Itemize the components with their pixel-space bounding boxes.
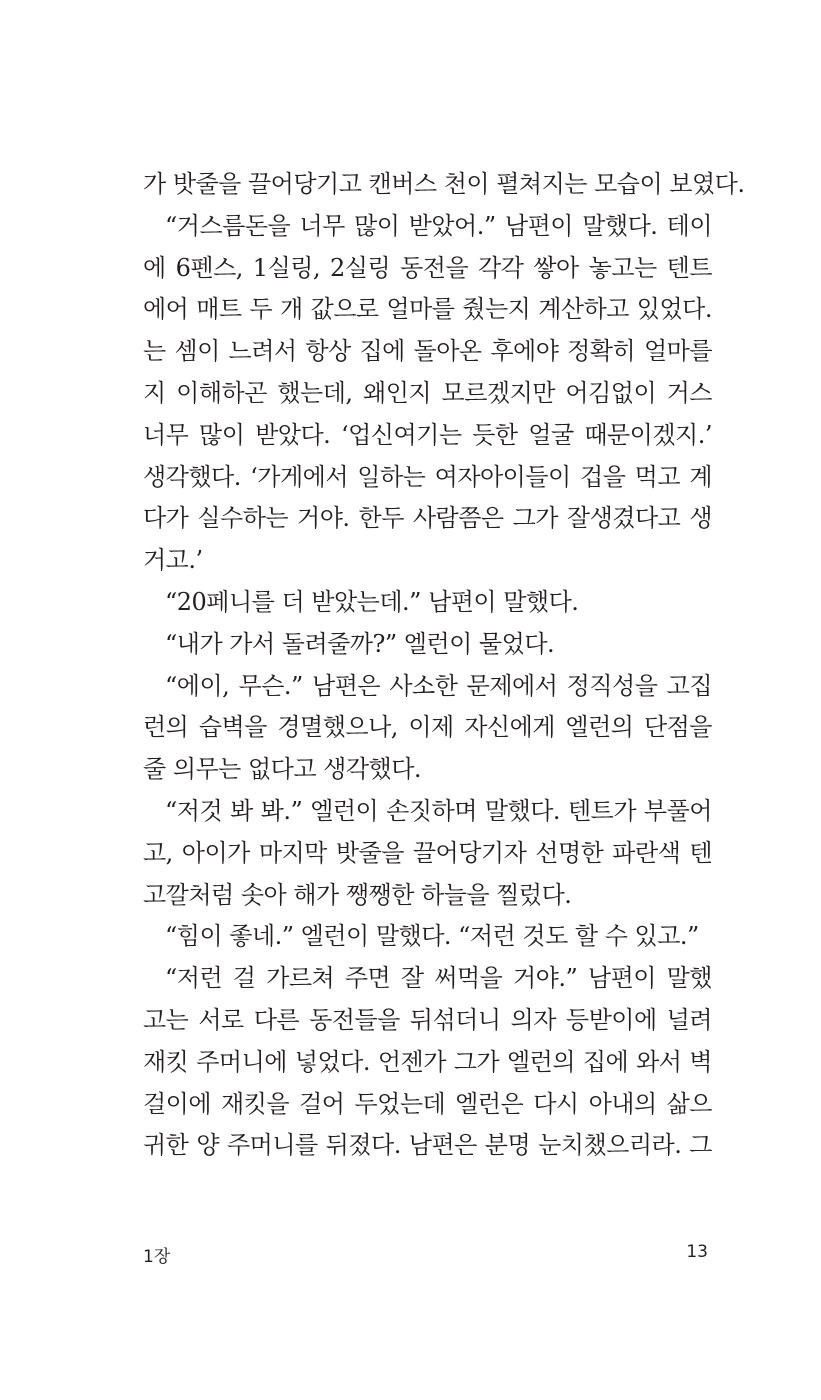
text-line: “힘이 좋네.” 엘런이 말했다. “저런 것도 할 수 있고.” <box>165 922 699 951</box>
text-line: 다가 실수하는 거야. 한두 사람쯤은 그가 잘생겼다고 생 <box>143 504 712 533</box>
text-line: “20페니를 더 받았는데.” 남편이 말했다. <box>165 587 579 616</box>
text-line: 생각했다. ‘가게에서 일하는 여자아이들이 겁을 먹고 계 <box>143 462 712 491</box>
text-line: 지 이해하곤 했는데, 왜인지 모르겠지만 어김없이 거스 <box>143 378 712 407</box>
text-line: 고는 서로 다른 동전들을 뒤섞더니 의자 등받이에 널려 <box>143 1005 712 1034</box>
text-line: 재킷 주머니에 넣었다. 언젠가 그가 엘런의 집에 와서 벽 <box>143 1047 712 1076</box>
text-line: “저런 걸 가르쳐 주면 잘 써먹을 거야.” 남편이 말했 <box>165 964 712 993</box>
body-text <box>143 164 745 1167</box>
text-line: 에어 매트 두 개 값으로 얼마를 줬는지 계산하고 있었다. <box>143 295 712 324</box>
text-line: 런의 습벽을 경멸했으나, 이제 자신에게 엘런의 단점을 <box>143 713 712 742</box>
text-line: “에이, 무슨.” 남편은 사소한 문제에서 정직성을 고집 <box>165 671 712 700</box>
text-line: 너무 많이 받았다. ‘업신여기는 듯한 얼굴 때문이겠지.’ <box>143 420 712 449</box>
page-number: 13 <box>686 1242 708 1262</box>
text-line: 고, 아이가 마지막 밧줄을 끌어당기자 선명한 파란색 텐 <box>143 838 712 867</box>
text-line: “저것 봐 봐.” 엘런이 손짓하며 말했다. 텐트가 부풀어 <box>165 796 712 825</box>
text-line: 에 6펜스, 1실링, 2실링 동전을 각각 쌓아 놓고는 텐트 <box>143 253 712 282</box>
text-line: 줄 의무는 없다고 생각했다. <box>143 755 422 784</box>
text-line: 거고.’ <box>143 546 203 575</box>
running-footer-chapter: 1장 <box>143 1247 171 1267</box>
text-line: 고깔처럼 솟아 해가 쨍쨍한 하늘을 찔렀다. <box>143 880 572 909</box>
text-line: 가 밧줄을 끌어당기고 캔버스 천이 펼쳐지는 모습이 보였다. <box>143 170 745 198</box>
text-line: “내가 가서 돌려줄까?” 엘런이 물었다. <box>165 629 555 658</box>
text-line: 는 셈이 느려서 항상 집에 돌아온 후에야 정확히 얼마를 <box>143 337 712 366</box>
text-line: “거스름돈을 너무 많이 받았어.” 남편이 말했다. 테이 <box>165 211 712 240</box>
text-line: 귀한 양 주머니를 뒤졌다. 남편은 분명 눈치챘으리라. 그 <box>143 1131 712 1160</box>
text-line: 걸이에 재킷을 걸어 두었는데 엘런은 다시 아내의 삶으 <box>143 1089 712 1118</box>
